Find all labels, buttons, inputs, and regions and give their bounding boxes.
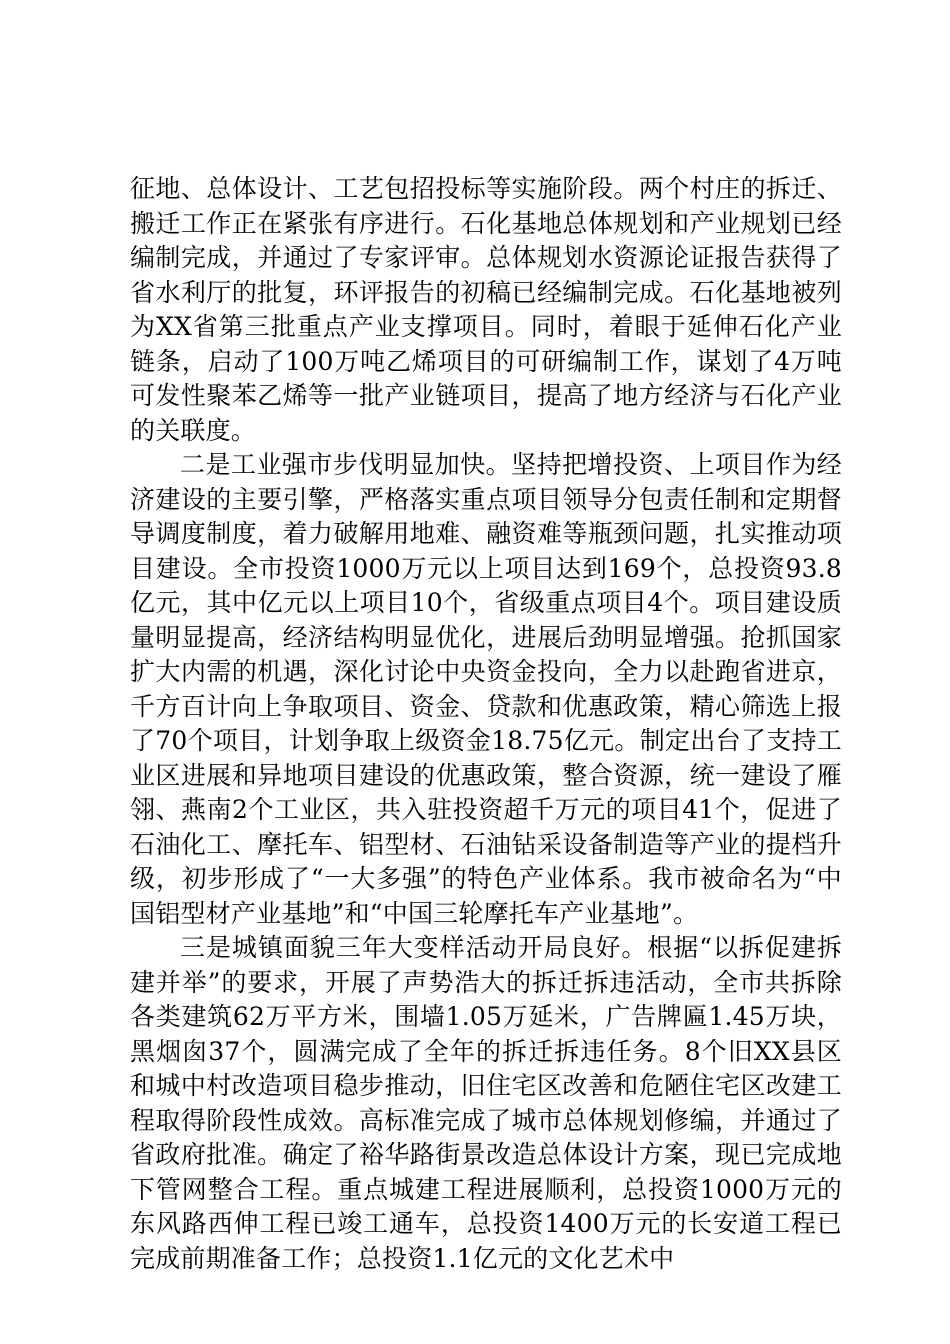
paragraph-1: 征地、总体设计、工艺包招投标等实施阶段。两个村庄的拆迁、搬迁工作正在紧张有序进行。石化基地总体规划和产业规划已经编制完成，并通过了专家评审。总体规划水资源论证报告获得了省水利厅的批复，环评报告的初稿已经编制完成。石化基地被列为XX省第三批重点产业支撑项目。同时，着眼于延伸石化产业链条，启动了100万吨乙烯项目的可研编制工作，谋划了4万吨可发性聚苯乙烯等一批产业链项目，提高了地方经济与石化产业的关联度。 [130, 174, 842, 445]
paragraph-3: 三是城镇面貌三年大变样活动开局良好。根据“以拆促建拆建并举”的要求，开展了声势浩大的拆迁拆违活动，全市共拆除各类建筑62万平方米，围墙1.05万延米，广告牌匾1.45万块，黑烟囱37个，圆满完成了全年的拆迁拆违任务。8个旧XX县区和城中村改造项目稳步推动，旧住宅区改善和危陋住宅区改建工程取得阶段性成效。高标准完成了城市总体规划修编，并通过了省政府批准。确定了裕华路街景改造总体设计方案，现已完成地下管网整合工程。重点城建工程进展顺利，总投资1000万元的东风路西伸工程已竣工通车，总投资1400万元的长安道工程已完成前期准备工作；总投资1.1亿元的文化艺术中 [130, 933, 842, 1273]
document-page [130, 172, 842, 1276]
paragraph-2: 二是工业强市步伐明显加快。坚持把增投资、上项目作为经济建设的主要引擎，严格落实重点项目领导分包责任制和定期督导调度制度，着力破解用地难、融资难等瓶颈问题，扎实推动项目建设。全市投资1000万元以上项目达到169个，总投资93.8亿元，其中亿元以上项目10个，省级重点项目4个。项目建设质量明显提高，经济结构明显优化，进展后劲明显增强。抢抓国家扩大内需的机遇，深化讨论中央资金投向，全力以赴跑省进京，千方百计向上争取项目、资金、贷款和优惠政策，精心筛选上报了70个项目，计划争取上级资金18.75亿元。制定出台了支持工业区进展和异地项目建设的优惠政策，整合资源，统一建设了雁翎、燕南2个工业区，共入驻投资超千万元的项目41个，促进了石油化工、摩托车、铝型材、石油钻采设备制造等产业的提档升级，初步形成了“一大多强”的特色产业体系。我市被命名为“中国铝型材产业基地”和“中国三轮摩托车产业基地”。 [130, 450, 842, 928]
